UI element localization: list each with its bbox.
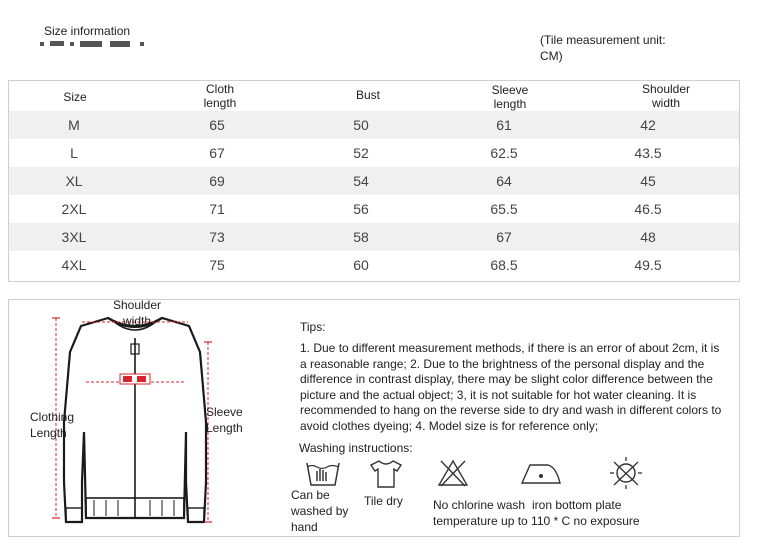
cell-bust: 50	[353, 117, 369, 133]
cell-bust: 54	[353, 173, 369, 189]
cell-bust: 52	[353, 145, 369, 161]
cell-cloth-length: 67	[209, 145, 225, 161]
sleeve-length-label: Sleeve Length	[206, 405, 243, 435]
iron-label: iron bottom plate	[532, 498, 622, 512]
cell-sleeve-length: 64	[496, 173, 512, 189]
no-sun-exposure-icon	[608, 456, 644, 490]
cell-size: L	[70, 145, 78, 161]
cell-cloth-length: 65	[209, 117, 225, 133]
table-row	[9, 195, 739, 223]
cell-cloth-length: 73	[209, 229, 225, 245]
title-decoration	[40, 40, 150, 48]
header-bust: Bust	[355, 88, 380, 102]
cell-shoulder-width: 45	[640, 173, 656, 189]
cell-shoulder-width: 48	[640, 229, 656, 245]
no-chlorine-icon	[437, 459, 469, 487]
tips-text: 1. Due to different measurement methods, if there is an error of about 2cm, it is a reasonable range; 2. Due to the brightness of the personal display and the difference in contrast display, there may be slight color difference between the picture and the actual object; 3, it is not suitable for hot water cleaning. It is recommended to hang on the reverse side to dry and wash in different colors to avoid clothes dyeing; 4. Model size is for reference only;	[300, 341, 722, 433]
cell-sleeve-length: 61	[496, 117, 512, 133]
cell-size: 2XL	[61, 201, 87, 217]
unit-note: (Tile measurement unit: CM)	[540, 33, 666, 63]
cell-size: XL	[65, 173, 83, 189]
table-row	[9, 139, 739, 167]
cell-shoulder-width: 42	[640, 117, 656, 133]
size-table	[8, 80, 740, 282]
shoulder-width-label: Shoulder width	[112, 298, 162, 328]
table-row	[9, 111, 739, 139]
no-chlorine-label: No chlorine wash	[433, 498, 526, 512]
cell-sleeve-length: 68.5	[490, 257, 518, 273]
cell-cloth-length: 69	[209, 173, 225, 189]
cell-sleeve-length: 67	[496, 229, 512, 245]
cell-shoulder-width: 46.5	[634, 201, 662, 217]
cell-shoulder-width: 49.5	[634, 257, 662, 273]
cell-cloth-length: 75	[209, 257, 225, 273]
cell-size: 4XL	[61, 257, 87, 273]
tile-dry-label: Tile dry	[364, 494, 403, 508]
cell-shoulder-width: 43.5	[634, 145, 662, 161]
table-row	[9, 167, 739, 195]
table-row	[9, 251, 739, 279]
cell-bust: 60	[353, 257, 369, 273]
tile-dry-icon	[369, 459, 403, 489]
cell-sleeve-length: 62.5	[490, 145, 518, 161]
washing-title: Washing instructions:	[299, 441, 413, 455]
iron-temperature-label: temperature up to 110 * C no exposure	[433, 514, 640, 528]
header-size: Size	[63, 90, 87, 104]
cell-bust: 58	[353, 229, 369, 245]
cell-size: M	[68, 117, 80, 133]
cell-sleeve-length: 65.5	[490, 201, 518, 217]
hand-wash-icon	[304, 459, 344, 489]
table-row	[9, 223, 739, 251]
tips-title: Tips:	[300, 320, 326, 334]
iron-icon	[520, 461, 562, 487]
cell-bust: 56	[353, 201, 369, 217]
page-title: Size information	[44, 24, 131, 38]
cell-cloth-length: 71	[209, 201, 225, 217]
hand-wash-label: Can be washed by hand	[291, 488, 349, 534]
cell-size: 3XL	[61, 229, 87, 245]
header-cloth-length: Cloth length	[203, 82, 237, 110]
header-sleeve-length: Sleeve length	[491, 83, 529, 111]
header-shoulder-width: Shoulder width	[641, 82, 691, 110]
clothing-length-label: Clothing Length	[30, 410, 75, 440]
